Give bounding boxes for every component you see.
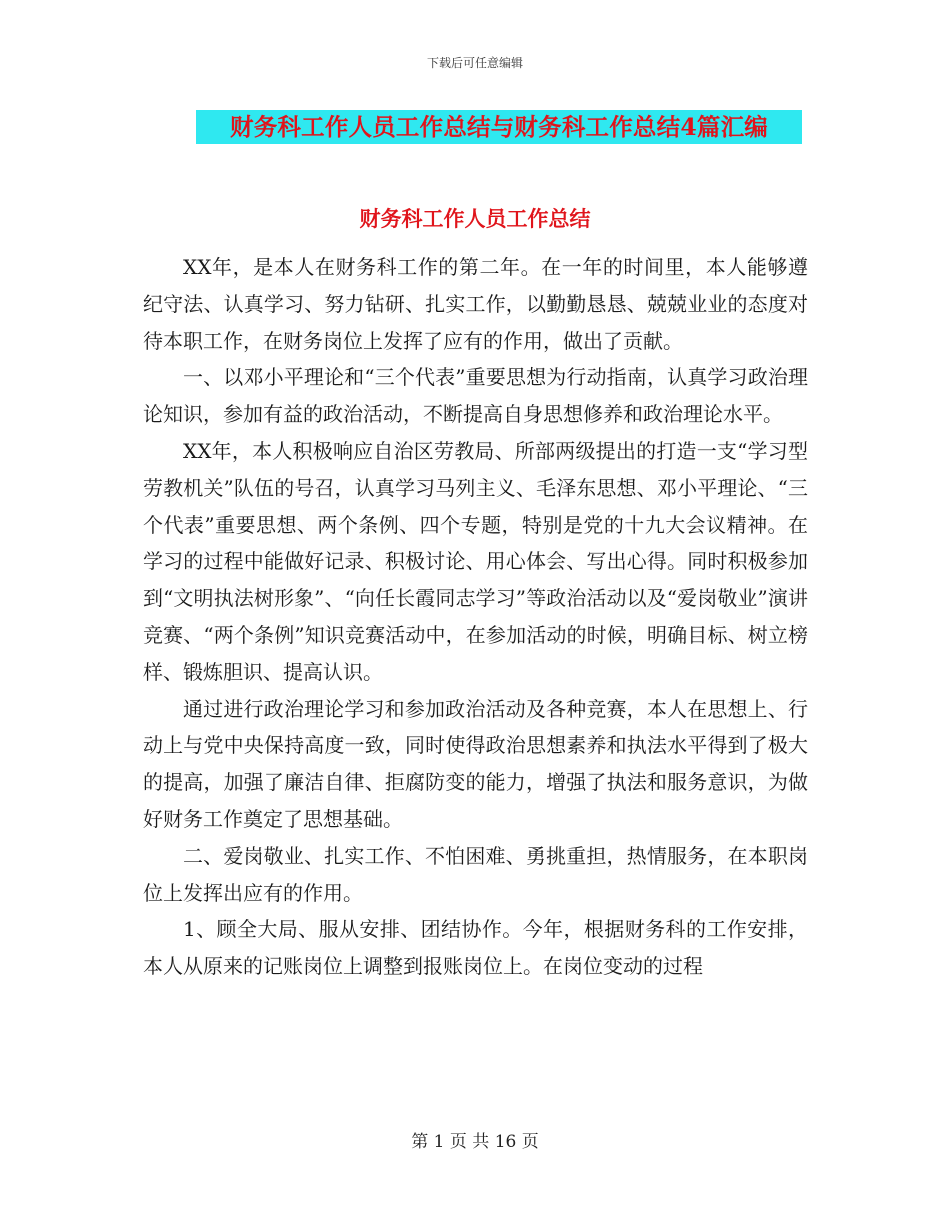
paragraph: XX年，本人积极响应自治区劳教局、所部两级提出的打造一支“学习型劳教机关”队伍的号召，认真学习马列主义、毛泽东思想、邓小平理论、“三个代表”重要思想、两个条例、四个专题，特别是党的十九大会议精神。在学习的过程中能做好记录、积极讨论、用心体会、写出心得。同时积极参加到“文明执法树形象”、“向任长霞同志学习”等政治活动以及“爱岗敬业”演讲竞赛、“两个条例”知识竞赛活动中，在参加活动的时候，明确目标、树立榜样、锻炼胆识、提高认识。 xyxy=(143,438,808,684)
paragraph: 二、爱岗敬业、扎实工作、不怕困难、勇挑重担，热情服务，在本职岗位上发挥出应有的作用。 xyxy=(143,843,808,905)
paragraph: 一、以邓小平理论和“三个代表”重要思想为行动指南，认真学习政治理论知识，参加有益的政治活动，不断提高自身思想修养和政治理论水平。 xyxy=(143,365,808,427)
body-text xyxy=(143,249,808,985)
paragraph: 通过进行政治理论学习和参加政治活动及各种竞赛，本人在思想上、行动上与党中央保持高度一致，同时使得政治思想素养和执法水平得到了极大的提高，加强了廉洁自律、拒腐防变的能力，增强了执法和服务意识，为做好财务工作奠定了思想基础。 xyxy=(143,696,808,831)
page-header-note: 下载后可任意编辑 xyxy=(426,56,523,70)
document-title: 财务科工作人员工作总结与财务科工作总结4篇汇编 xyxy=(196,110,802,144)
section-title: 财务科工作人员工作总结 xyxy=(359,206,591,231)
paragraph: XX年，是本人在财务科工作的第二年。在一年的时间里，本人能够遵纪守法、认真学习、努力钻研、扎实工作，以勤勤恳恳、兢兢业业的态度对待本职工作，在财务岗位上发挥了应有的作用，做出了贡献。 xyxy=(143,255,808,353)
page-footer: 第 1 页 共 16 页 xyxy=(411,1132,539,1152)
paragraph: 1、顾全大局、服从安排、团结协作。今年，根据财务科的工作安排，本人从原来的记账岗位上调整到报账岗位上。在岗位变动的过程 xyxy=(143,917,808,979)
